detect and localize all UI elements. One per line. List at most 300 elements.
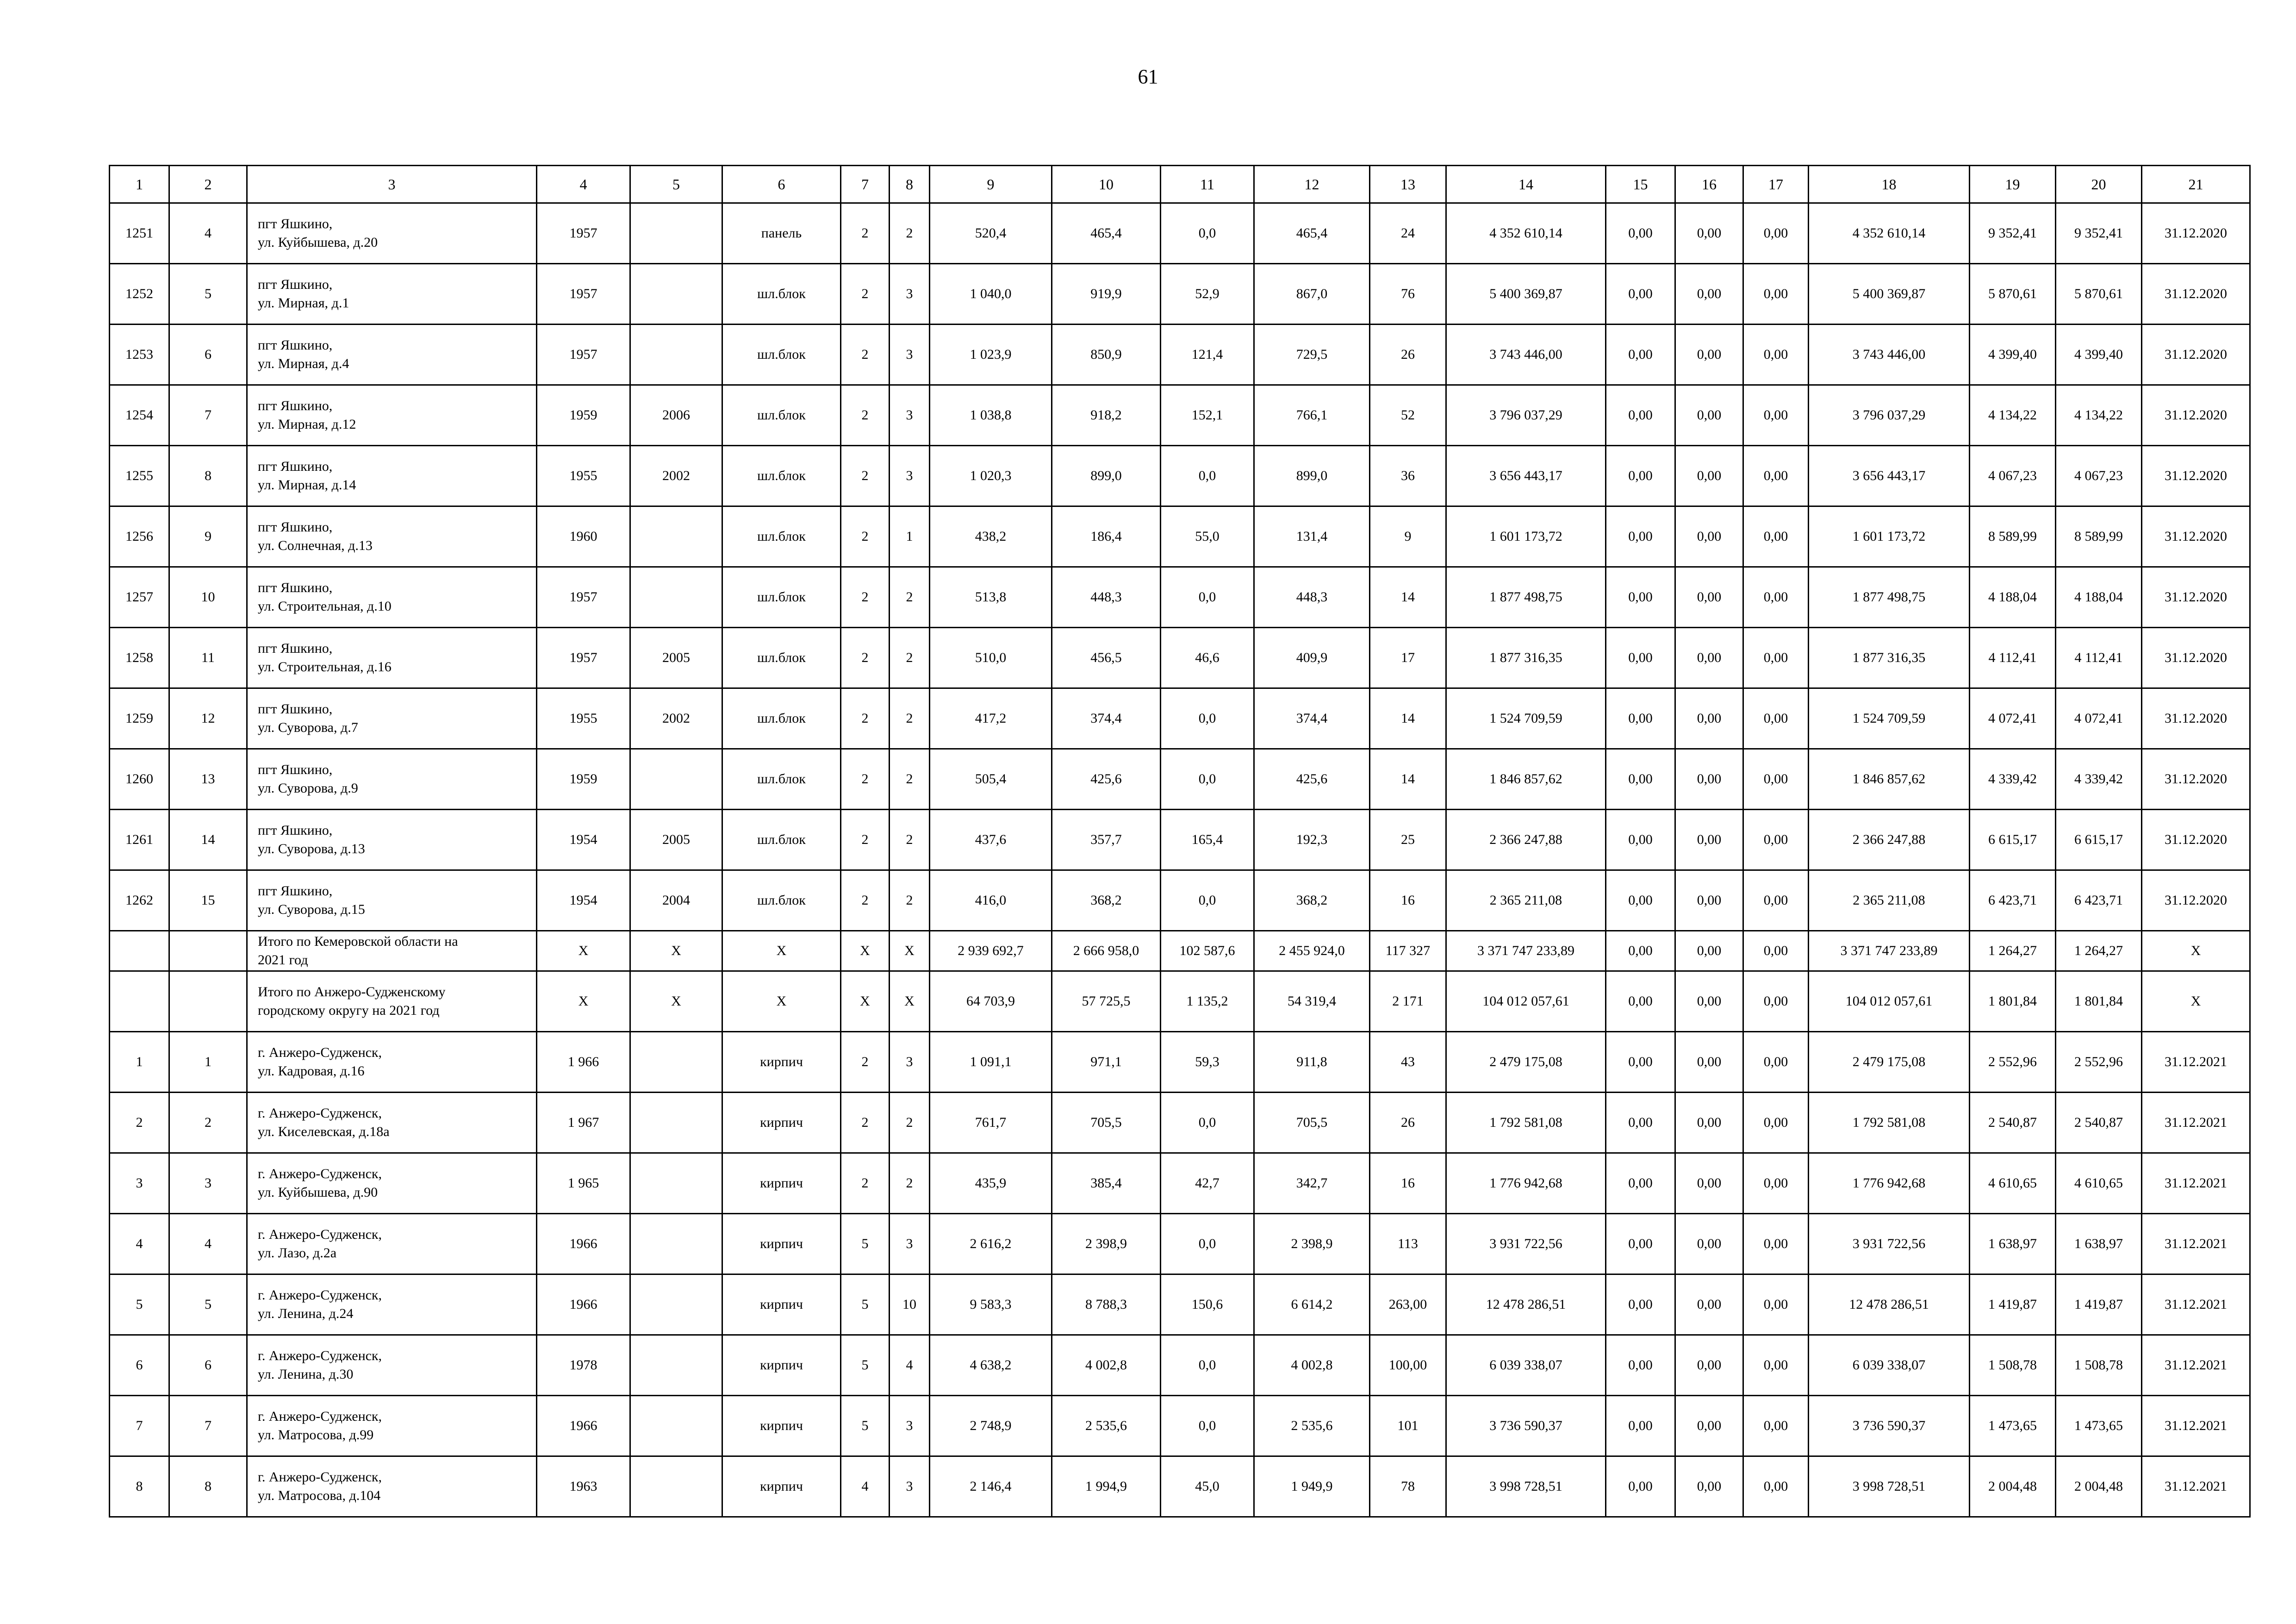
cell-col-19: 4 134,22 [1970, 385, 2056, 446]
cell-col-9: 1 040,0 [930, 264, 1052, 325]
cell-col-5: 2005 [630, 628, 722, 688]
cell-col-9: 1 023,9 [930, 325, 1052, 385]
cell-col-5: 2002 [630, 688, 722, 749]
cell-col-18: 3 656 443,17 [1809, 446, 1970, 506]
cell-col-16: 0,00 [1675, 1153, 1743, 1214]
cell-col-16: 0,00 [1675, 810, 1743, 870]
cell-col-9: 417,2 [930, 688, 1052, 749]
cell-col-20: 4 188,04 [2056, 567, 2142, 628]
cell-col-6: шл.блок [722, 749, 841, 810]
cell-col-1: 1259 [110, 688, 169, 749]
cell-col-16: 0,00 [1675, 1274, 1743, 1335]
column-header: 4 [537, 166, 630, 203]
cell-col-15: 0,00 [1606, 1153, 1675, 1214]
cell-col-16: 0,00 [1675, 385, 1743, 446]
cell-col-8: 3 [890, 446, 930, 506]
cell-col-19: 1 638,97 [1970, 1214, 2056, 1274]
cell-col-10: 368,2 [1052, 870, 1161, 931]
cell-col-16: 0,00 [1675, 931, 1743, 971]
cell-col-2: 1 [169, 1032, 247, 1093]
cell-col-20: 1 264,27 [2056, 931, 2142, 971]
cell-col-6: кирпич [722, 1274, 841, 1335]
cell-col-6: кирпич [722, 1093, 841, 1153]
cell-col-15: 0,00 [1606, 1093, 1675, 1153]
cell-col-9: 438,2 [930, 506, 1052, 567]
cell-col-14: 2 479 175,08 [1446, 1032, 1606, 1093]
cell-col-18: 104 012 057,61 [1809, 971, 1970, 1032]
table-row [110, 506, 2250, 567]
table-row [110, 446, 2250, 506]
cell-col-8: 3 [890, 385, 930, 446]
cell-col-5 [630, 203, 722, 264]
cell-col-21: 31.12.2021 [2142, 1274, 2250, 1335]
cell-col-6: кирпич [722, 1214, 841, 1274]
cell-col-6: кирпич [722, 1335, 841, 1396]
cell-col-13: 78 [1370, 1456, 1446, 1517]
address-cell [247, 628, 537, 688]
cell-col-16: 0,00 [1675, 1456, 1743, 1517]
cell-col-19: 4 399,40 [1970, 325, 2056, 385]
cell-col-8: 3 [890, 264, 930, 325]
cell-col-18: 12 478 286,51 [1809, 1274, 1970, 1335]
cell-col-10: 357,7 [1052, 810, 1161, 870]
cell-col-18: 3 931 722,56 [1809, 1214, 1970, 1274]
address-cell [247, 870, 537, 931]
cell-col-21: 31.12.2021 [2142, 1093, 2250, 1153]
cell-col-5 [630, 567, 722, 628]
cell-col-10: 971,1 [1052, 1032, 1161, 1093]
cell-col-21: 31.12.2021 [2142, 1153, 2250, 1214]
cell-col-21: 31.12.2020 [2142, 506, 2250, 567]
cell-col-19: 4 610,65 [1970, 1153, 2056, 1214]
cell-col-4: 1 966 [537, 1032, 630, 1093]
cell-col-20: 4 112,41 [2056, 628, 2142, 688]
cell-col-20: 6 615,17 [2056, 810, 2142, 870]
address-cell [247, 1214, 537, 1274]
cell-col-1: 6 [110, 1335, 169, 1396]
cell-col-10: 425,6 [1052, 749, 1161, 810]
cell-col-1: 1251 [110, 203, 169, 264]
cell-col-11: 165,4 [1161, 810, 1254, 870]
cell-col-10: 186,4 [1052, 506, 1161, 567]
cell-col-18: 3 371 747 233,89 [1809, 931, 1970, 971]
cell-col-18: 5 400 369,87 [1809, 264, 1970, 325]
cell-col-5 [630, 1093, 722, 1153]
cell-col-21: 31.12.2021 [2142, 1214, 2250, 1274]
address-cell [247, 1335, 537, 1396]
cell-col-14: 4 352 610,14 [1446, 203, 1606, 264]
cell-col-1: 1257 [110, 567, 169, 628]
cell-col-14: 3 998 728,51 [1446, 1456, 1606, 1517]
cell-col-14: 1 846 857,62 [1446, 749, 1606, 810]
cell-col-14: 1 877 498,75 [1446, 567, 1606, 628]
cell-col-13: 101 [1370, 1396, 1446, 1456]
address-cell [247, 1093, 537, 1153]
cell-col-5 [630, 264, 722, 325]
cell-col-5 [630, 325, 722, 385]
cell-col-7: 2 [841, 506, 890, 567]
cell-col-17: 0,00 [1743, 688, 1809, 749]
cell-col-10: 448,3 [1052, 567, 1161, 628]
cell-col-15: 0,00 [1606, 385, 1675, 446]
address-line-2: ул. Матросова, д.104 [258, 1488, 381, 1503]
cell-col-1: 1255 [110, 446, 169, 506]
cell-col-18: 2 365 211,08 [1809, 870, 1970, 931]
cell-col-2: 5 [169, 264, 247, 325]
column-header: 15 [1606, 166, 1675, 203]
cell-col-18: 2 366 247,88 [1809, 810, 1970, 870]
cell-col-16: 0,00 [1675, 749, 1743, 810]
address-line-1: пгт Яшкино, [258, 580, 333, 595]
cell-col-12: 2 398,9 [1254, 1214, 1370, 1274]
cell-col-8: 2 [890, 1093, 930, 1153]
cell-col-21: 31.12.2020 [2142, 264, 2250, 325]
cell-col-9: 1 020,3 [930, 446, 1052, 506]
cell-col-15: 0,00 [1606, 567, 1675, 628]
column-header: 16 [1675, 166, 1743, 203]
cell-col-15: 0,00 [1606, 203, 1675, 264]
address-line-2: ул. Мирная, д.14 [258, 477, 356, 493]
address-line-2: ул. Кадровая, д.16 [258, 1063, 365, 1079]
column-header: 5 [630, 166, 722, 203]
cell-col-18: 1 877 316,35 [1809, 628, 1970, 688]
column-header: 13 [1370, 166, 1446, 203]
cell-col-6: кирпич [722, 1456, 841, 1517]
cell-col-7: 2 [841, 1093, 890, 1153]
cell-col-20: 4 134,22 [2056, 385, 2142, 446]
table-row [110, 385, 2250, 446]
cell-col-8: 2 [890, 749, 930, 810]
cell-col-20: 2 540,87 [2056, 1093, 2142, 1153]
cell-col-13: 25 [1370, 810, 1446, 870]
cell-col-6: панель [722, 203, 841, 264]
cell-col-10: 456,5 [1052, 628, 1161, 688]
cell-col-11: 42,7 [1161, 1153, 1254, 1214]
cell-col-1: 1258 [110, 628, 169, 688]
cell-col-9: 520,4 [930, 203, 1052, 264]
cell-col-14: 104 012 057,61 [1446, 971, 1606, 1032]
cell-col-4: X [537, 971, 630, 1032]
cell-col-15: 0,00 [1606, 931, 1675, 971]
table-row [110, 971, 2250, 1032]
cell-col-19: 2 540,87 [1970, 1093, 2056, 1153]
cell-col-19: 4 067,23 [1970, 446, 2056, 506]
column-header: 9 [930, 166, 1052, 203]
cell-col-8: 2 [890, 628, 930, 688]
cell-col-14: 1 877 316,35 [1446, 628, 1606, 688]
cell-col-19: 9 352,41 [1970, 203, 2056, 264]
cell-col-6: шл.блок [722, 325, 841, 385]
cell-col-2: 13 [169, 749, 247, 810]
cell-col-15: 0,00 [1606, 749, 1675, 810]
cell-col-12: 4 002,8 [1254, 1335, 1370, 1396]
cell-col-11: 52,9 [1161, 264, 1254, 325]
cell-col-20: 4 339,42 [2056, 749, 2142, 810]
cell-col-16: 0,00 [1675, 325, 1743, 385]
address-line-2: ул. Суворова, д.15 [258, 902, 365, 917]
address-line-2: ул. Ленина, д.24 [258, 1306, 354, 1321]
cell-col-10: 918,2 [1052, 385, 1161, 446]
address-line-1: пгт Яшкино, [258, 277, 333, 292]
cell-col-1: 1252 [110, 264, 169, 325]
cell-col-6: шл.блок [722, 870, 841, 931]
cell-col-14: 1 524 709,59 [1446, 688, 1606, 749]
cell-col-1: 5 [110, 1274, 169, 1335]
cell-col-13: 9 [1370, 506, 1446, 567]
cell-col-2: 15 [169, 870, 247, 931]
cell-col-21: 31.12.2020 [2142, 628, 2250, 688]
cell-col-10: 465,4 [1052, 203, 1161, 264]
cell-col-5 [630, 1153, 722, 1214]
cell-col-12: 368,2 [1254, 870, 1370, 931]
cell-col-7: 2 [841, 325, 890, 385]
address-line-2: ул. Суворова, д.9 [258, 781, 358, 796]
cell-col-17: 0,00 [1743, 567, 1809, 628]
cell-col-21: 31.12.2020 [2142, 749, 2250, 810]
cell-col-13: 26 [1370, 325, 1446, 385]
cell-col-2: 8 [169, 1456, 247, 1517]
cell-col-7: 2 [841, 749, 890, 810]
cell-col-13: 263,00 [1370, 1274, 1446, 1335]
table-row [110, 1456, 2250, 1517]
cell-col-14: 3 743 446,00 [1446, 325, 1606, 385]
cell-col-19: 8 589,99 [1970, 506, 2056, 567]
cell-col-15: 0,00 [1606, 1214, 1675, 1274]
cell-col-4: 1959 [537, 749, 630, 810]
cell-col-18: 3 743 446,00 [1809, 325, 1970, 385]
cell-col-11: 55,0 [1161, 506, 1254, 567]
cell-col-16: 0,00 [1675, 1214, 1743, 1274]
cell-col-17: 0,00 [1743, 628, 1809, 688]
cell-col-19: 6 615,17 [1970, 810, 2056, 870]
cell-col-7: 2 [841, 446, 890, 506]
cell-col-6: шл.блок [722, 446, 841, 506]
cell-col-1: 1253 [110, 325, 169, 385]
cell-col-21: 31.12.2021 [2142, 1335, 2250, 1396]
cell-col-16: 0,00 [1675, 870, 1743, 931]
cell-col-5: 2002 [630, 446, 722, 506]
cell-col-11: 102 587,6 [1161, 931, 1254, 971]
cell-col-16: 0,00 [1675, 506, 1743, 567]
cell-col-5 [630, 1032, 722, 1093]
cell-col-4: 1955 [537, 446, 630, 506]
cell-col-9: 2 616,2 [930, 1214, 1052, 1274]
cell-col-5 [630, 1274, 722, 1335]
cell-col-5 [630, 1396, 722, 1456]
cell-col-18: 2 479 175,08 [1809, 1032, 1970, 1093]
cell-col-9: 2 146,4 [930, 1456, 1052, 1517]
cell-col-4: 1 965 [537, 1153, 630, 1214]
cell-col-10: 899,0 [1052, 446, 1161, 506]
cell-col-13: 113 [1370, 1214, 1446, 1274]
cell-col-15: 0,00 [1606, 325, 1675, 385]
cell-col-9: 2 748,9 [930, 1396, 1052, 1456]
address-cell [247, 688, 537, 749]
cell-col-9: 505,4 [930, 749, 1052, 810]
cell-col-5 [630, 749, 722, 810]
cell-col-8: 2 [890, 203, 930, 264]
cell-col-14: 2 365 211,08 [1446, 870, 1606, 931]
cell-col-17: 0,00 [1743, 506, 1809, 567]
column-header: 2 [169, 166, 247, 203]
cell-col-9: 1 091,1 [930, 1032, 1052, 1093]
cell-col-12: 911,8 [1254, 1032, 1370, 1093]
address-line-2: ул. Суворова, д.13 [258, 841, 365, 856]
table-row [110, 325, 2250, 385]
cell-col-11: 0,0 [1161, 688, 1254, 749]
column-header: 21 [2142, 166, 2250, 203]
cell-col-2: 10 [169, 567, 247, 628]
cell-col-16: 0,00 [1675, 1396, 1743, 1456]
address-cell [247, 931, 537, 971]
cell-col-8: 3 [890, 1456, 930, 1517]
cell-col-2: 11 [169, 628, 247, 688]
address-line-2: ул. Ленина, д.30 [258, 1367, 354, 1382]
cell-col-13: 43 [1370, 1032, 1446, 1093]
cell-col-1: 3 [110, 1153, 169, 1214]
cell-col-20: 5 870,61 [2056, 264, 2142, 325]
cell-col-7: 2 [841, 264, 890, 325]
cell-col-19: 2 552,96 [1970, 1032, 2056, 1093]
cell-col-10: 2 398,9 [1052, 1214, 1161, 1274]
cell-col-13: 14 [1370, 749, 1446, 810]
cell-col-5 [630, 1214, 722, 1274]
cell-col-13: 16 [1370, 1153, 1446, 1214]
cell-col-11: 0,0 [1161, 749, 1254, 810]
cell-col-8: 3 [890, 1396, 930, 1456]
cell-col-4: 1954 [537, 870, 630, 931]
address-line-1: г. Анжеро-Судженск, [258, 1469, 382, 1485]
cell-col-13: 16 [1370, 870, 1446, 931]
cell-col-14: 3 931 722,56 [1446, 1214, 1606, 1274]
cell-col-1: 1256 [110, 506, 169, 567]
cell-col-20: 4 067,23 [2056, 446, 2142, 506]
cell-col-12: 409,9 [1254, 628, 1370, 688]
cell-col-14: 1 776 942,68 [1446, 1153, 1606, 1214]
cell-col-17: 0,00 [1743, 1153, 1809, 1214]
cell-col-8: 3 [890, 325, 930, 385]
column-header: 8 [890, 166, 930, 203]
cell-col-21: X [2142, 931, 2250, 971]
cell-col-12: 766,1 [1254, 385, 1370, 446]
cell-col-4: 1957 [537, 567, 630, 628]
cell-col-20: 1 473,65 [2056, 1396, 2142, 1456]
address-line-1: г. Анжеро-Судженск, [258, 1287, 382, 1303]
cell-col-12: 899,0 [1254, 446, 1370, 506]
cell-col-2: 8 [169, 446, 247, 506]
cell-col-8: 4 [890, 1335, 930, 1396]
address-line-1: г. Анжеро-Судженск, [258, 1348, 382, 1363]
cell-col-17: 0,00 [1743, 1214, 1809, 1274]
cell-col-14: 3 656 443,17 [1446, 446, 1606, 506]
cell-col-21: 31.12.2021 [2142, 1456, 2250, 1517]
cell-col-16: 0,00 [1675, 567, 1743, 628]
cell-col-15: 0,00 [1606, 628, 1675, 688]
cell-col-11: 152,1 [1161, 385, 1254, 446]
cell-col-2: 3 [169, 1153, 247, 1214]
cell-col-2 [169, 971, 247, 1032]
cell-col-8: 10 [890, 1274, 930, 1335]
cell-col-14: 1 792 581,08 [1446, 1093, 1606, 1153]
cell-col-13: 36 [1370, 446, 1446, 506]
cell-col-12: 374,4 [1254, 688, 1370, 749]
cell-col-5 [630, 1456, 722, 1517]
cell-col-12: 465,4 [1254, 203, 1370, 264]
cell-col-10: 57 725,5 [1052, 971, 1161, 1032]
table-row [110, 1032, 2250, 1093]
address-line-2: ул. Мирная, д.4 [258, 356, 349, 371]
cell-col-21: 31.12.2020 [2142, 567, 2250, 628]
address-cell [247, 1032, 537, 1093]
address-line-1: Итого по Анжеро-Судженскому [258, 984, 446, 999]
cell-col-7: 2 [841, 688, 890, 749]
page-number: 61 [1138, 65, 1158, 88]
address-cell [247, 971, 537, 1032]
cell-col-19: 4 112,41 [1970, 628, 2056, 688]
cell-col-17: 0,00 [1743, 971, 1809, 1032]
cell-col-2: 7 [169, 1396, 247, 1456]
cell-col-19: 1 419,87 [1970, 1274, 2056, 1335]
table-row [110, 567, 2250, 628]
cell-col-18: 6 039 338,07 [1809, 1335, 1970, 1396]
cell-col-8: 2 [890, 688, 930, 749]
cell-col-7: 5 [841, 1274, 890, 1335]
cell-col-18: 1 792 581,08 [1809, 1093, 1970, 1153]
cell-col-7: 5 [841, 1335, 890, 1396]
cell-col-17: 0,00 [1743, 446, 1809, 506]
column-header: 1 [110, 166, 169, 203]
cell-col-17: 0,00 [1743, 870, 1809, 931]
cell-col-1: 7 [110, 1396, 169, 1456]
cell-col-6: кирпич [722, 1153, 841, 1214]
table-row [110, 931, 2250, 971]
address-line-2: ул. Строительная, д.10 [258, 599, 392, 614]
column-header: 20 [2056, 166, 2142, 203]
cell-col-19: 4 339,42 [1970, 749, 2056, 810]
cell-col-8: 2 [890, 1153, 930, 1214]
address-cell [247, 446, 537, 506]
cell-col-9: 1 038,8 [930, 385, 1052, 446]
cell-col-12: 54 319,4 [1254, 971, 1370, 1032]
cell-col-12: 705,5 [1254, 1093, 1370, 1153]
table-row [110, 688, 2250, 749]
cell-col-15: 0,00 [1606, 1032, 1675, 1093]
header-row [110, 166, 2250, 203]
cell-col-7: 2 [841, 870, 890, 931]
table-row [110, 203, 2250, 264]
cell-col-20: 8 589,99 [2056, 506, 2142, 567]
cell-col-8: X [890, 971, 930, 1032]
address-cell [247, 749, 537, 810]
cell-col-4: 1963 [537, 1456, 630, 1517]
cell-col-19: 4 072,41 [1970, 688, 2056, 749]
cell-col-7: 2 [841, 810, 890, 870]
cell-col-2: 7 [169, 385, 247, 446]
cell-col-13: 24 [1370, 203, 1446, 264]
cell-col-7: X [841, 971, 890, 1032]
cell-col-18: 1 877 498,75 [1809, 567, 1970, 628]
address-line-1: пгт Яшкино, [258, 519, 333, 535]
column-header: 11 [1161, 166, 1254, 203]
table-row [110, 628, 2250, 688]
cell-col-10: 385,4 [1052, 1153, 1161, 1214]
address-line-2: ул. Куйбышева, д.20 [258, 235, 378, 250]
cell-col-21: 31.12.2020 [2142, 385, 2250, 446]
cell-col-2: 2 [169, 1093, 247, 1153]
cell-col-1: 1 [110, 1032, 169, 1093]
address-cell [247, 1456, 537, 1517]
cell-col-11: 0,0 [1161, 203, 1254, 264]
